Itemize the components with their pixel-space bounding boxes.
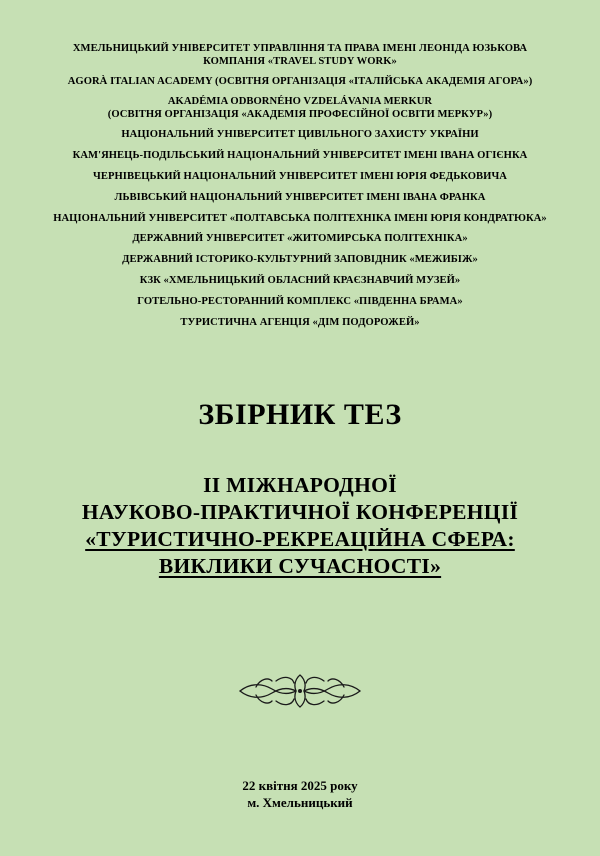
organization-line: НАЦІОНАЛЬНИЙ УНІВЕРСИТЕТ «ПОЛТАВСЬКА ПОЛІТЕХНІКА ІМЕНІ ЮРІЯ КОНДРАТЮКА» [53,213,547,224]
organization-line: КЗК «ХМЕЛЬНИЦЬКИЙ ОБЛАСНИЙ КРАЄЗНАВЧИЙ МУЗЕЙ» [139,275,461,286]
publication-city: м. Хмельницький [247,795,353,810]
organization-line: ЧЕРНІВЕЦЬКИЙ НАЦІОНАЛЬНИЙ УНІВЕРСИТЕТ ІМЕНІ ЮРІЯ ФЕДЬКОВИЧА [93,171,507,182]
organization-line: (ОСВІТНЯ ОРГАНІЗАЦІЯ «АКАДЕМІЯ ПРОФЕСІЙНОЇ ОСВІТИ МЕРКУР») [107,109,493,120]
publication-date: 22 квітня 2025 року [242,778,358,793]
organization-line: AGORÀ ITALIAN ACADEMY (ОСВІТНЯ ОРГАНІЗАЦІЯ «ІТАЛІЙСЬКА АКАДЕМІЯ АГОРА») [67,76,533,87]
conference-line-1: ІІ МІЖНАРОДНОЇ [203,473,397,497]
organization-line: ГОТЕЛЬНО-РЕСТОРАННИЙ КОМПЛЕКС «ПІВДЕННА БРАМА» [137,296,463,307]
conference-name [0,472,600,580]
publication-footer [0,777,600,811]
organization-line: ДЕРЖАВНИЙ ІСТОРИКО-КУЛЬТУРНИЙ ЗАПОВІДНИК «МЕЖИБІЖ» [122,254,478,265]
organization-line: КОМПАНІЯ «TRAVEL STUDY WORK» [203,56,397,67]
organization-line: ДЕРЖАВНИЙ УНІВЕРСИТЕТ «ЖИТОМИРСЬКА ПОЛІТЕХНІКА» [132,233,468,244]
conference-topic-line-1: «ТУРИСТИЧНО-РЕКРЕАЦІЙНА СФЕРА: [85,527,515,551]
organization-line: ЛЬВІВСЬКИЙ НАЦІОНАЛЬНИЙ УНІВЕРСИТЕТ ІМЕНІ ІВАНА ФРАНКА [114,192,486,203]
organization-line: КАМ'ЯНЕЦЬ-ПОДІЛЬСЬКИЙ НАЦІОНАЛЬНИЙ УНІВЕРСИТЕТ ІМЕНІ ІВАНА ОГІЄНКА [72,150,528,161]
organization-line: ХМЕЛЬНИЦЬКИЙ УНІВЕРСИТЕТ УПРАВЛІННЯ ТА ПРАВА ІМЕНІ ЛЕОНІДА ЮЗЬКОВА [72,43,528,54]
conference-line-2: НАУКОВО-ПРАКТИЧНОЇ КОНФЕРЕНЦІЇ [81,500,519,524]
ornament-flourish-icon [236,669,364,713]
document-title: ЗБІРНИК ТЕЗ [198,398,402,431]
organization-line: ТУРИСТИЧНА АГЕНЦІЯ «ДІМ ПОДОРОЖЕЙ» [180,317,420,328]
organization-line: AKADÉMIA ODBORNÉHO VZDELÁVANIA MERKUR [167,96,433,107]
organization-line: НАЦІОНАЛЬНИЙ УНІВЕРСИТЕТ ЦИВІЛЬНОГО ЗАХИСТУ УКРАЇНИ [121,129,479,140]
conference-topic-line-2: ВИКЛИКИ СУЧАСНОСТІ» [158,554,442,578]
organizations-list [0,42,600,329]
